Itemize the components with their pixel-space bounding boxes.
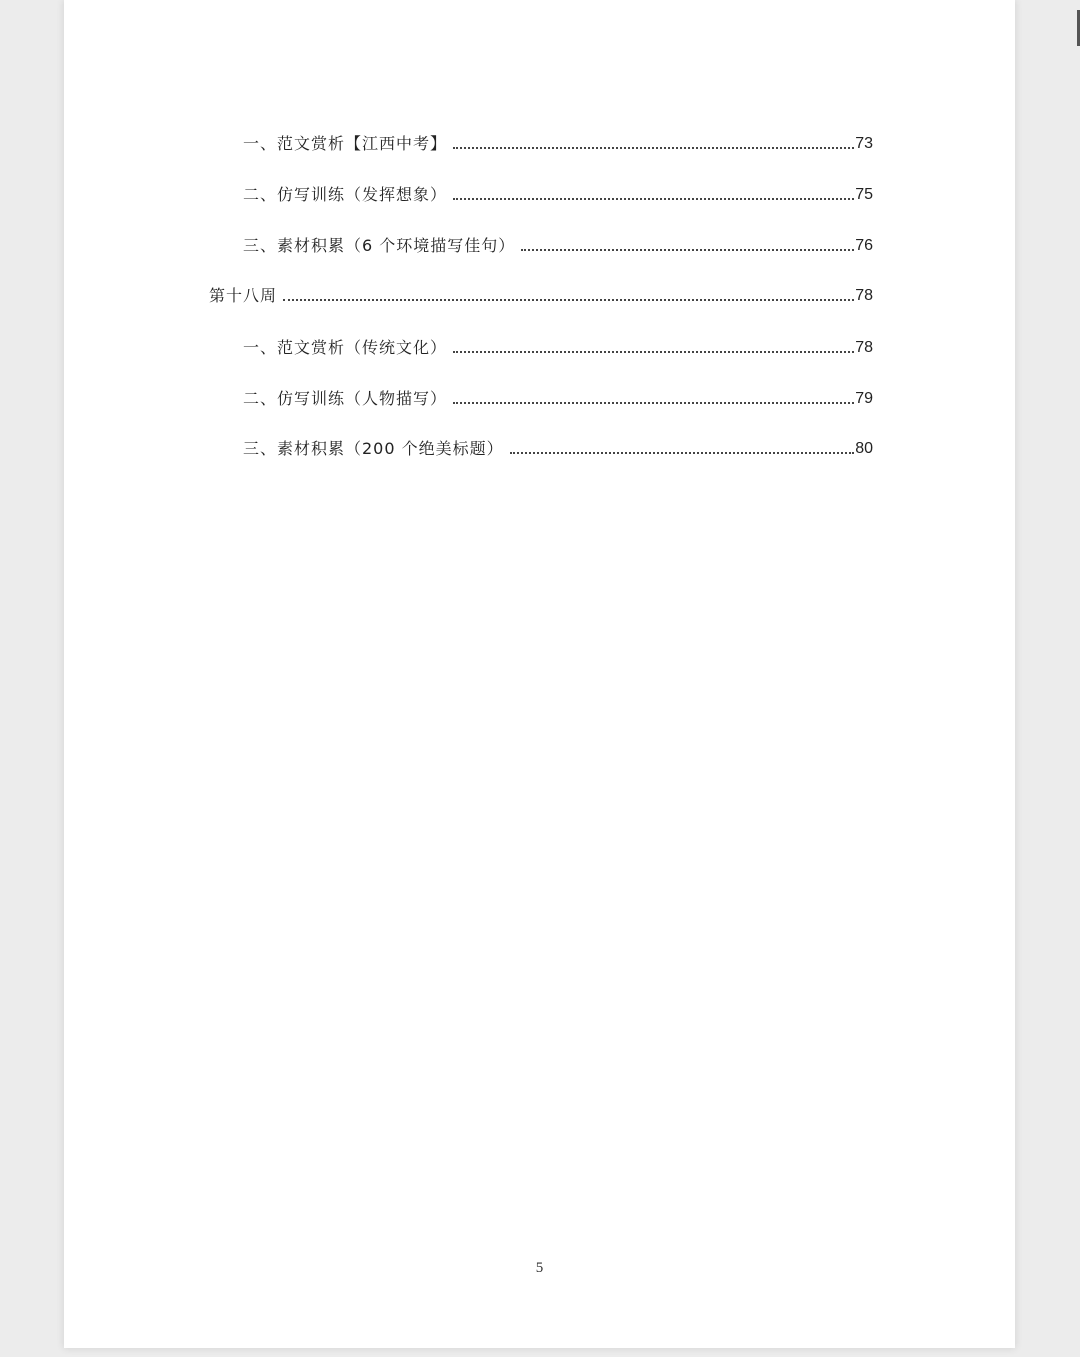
toc-entry-chapter[interactable] (209, 282, 873, 306)
toc-entry-page: 75 (855, 186, 873, 203)
toc-dot-leader (453, 147, 854, 149)
toc-dot-leader (453, 351, 854, 353)
toc-entry-page: 78 (855, 287, 873, 304)
document-page (64, 0, 1015, 1348)
toc-entry-page: 79 (855, 390, 873, 407)
toc-entry-title: 第十八周 (209, 286, 278, 305)
toc-entry[interactable] (243, 130, 873, 154)
toc-entry[interactable] (243, 435, 873, 459)
toc-entry[interactable] (243, 385, 873, 409)
toc-entry-title: 三、素材积累（6 个环境描写佳句） (243, 236, 516, 255)
toc-entry-title: 一、范文赏析（传统文化） (243, 338, 448, 357)
toc-entry-page: 80 (855, 440, 873, 457)
toc-entry[interactable] (243, 181, 873, 205)
toc-entry-title: 二、仿写训练（发挥想象） (243, 185, 448, 204)
toc-entry-title: 三、素材积累（200 个绝美标题） (243, 439, 504, 458)
toc-dot-leader (510, 452, 855, 454)
table-of-contents (64, 0, 1015, 1348)
toc-entry-page: 76 (855, 237, 873, 254)
toc-dot-leader (453, 198, 854, 200)
page-number: 5 (535, 1260, 544, 1276)
toc-dot-leader (283, 299, 854, 301)
toc-dot-leader (521, 249, 854, 251)
toc-entry-title: 一、范文赏析【江西中考】 (243, 134, 448, 153)
toc-entry[interactable] (243, 334, 873, 358)
toc-entry[interactable] (243, 232, 873, 256)
toc-entry-page: 78 (855, 339, 873, 356)
toc-dot-leader (453, 402, 854, 404)
toc-entry-page: 73 (855, 135, 873, 152)
toc-entry-title: 二、仿写训练（人物描写） (243, 389, 448, 408)
